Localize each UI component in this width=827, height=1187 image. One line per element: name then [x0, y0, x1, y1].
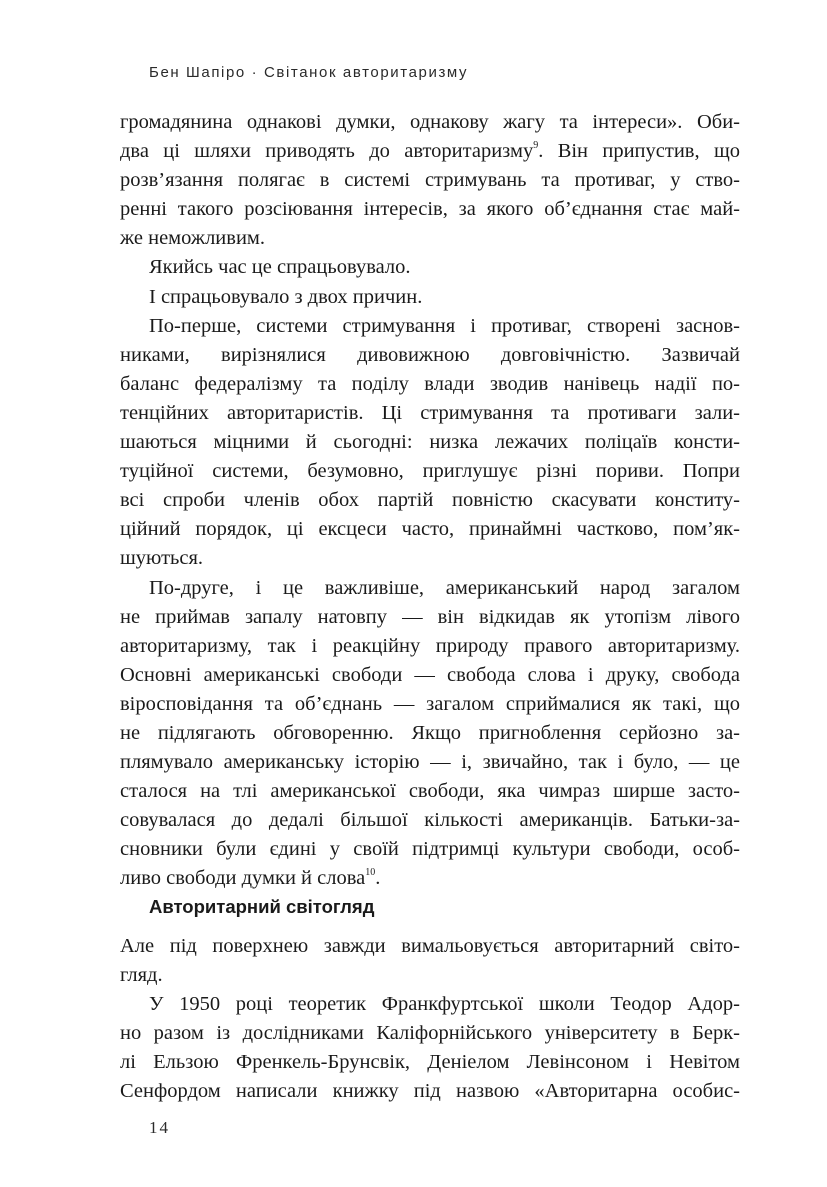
text-line: розв’язання полягає в системі стримувань та противаг, у ство-: [120, 169, 740, 192]
text-line: шаються міцними й сьогодні: низка лежачих поліцаїв консти-: [120, 431, 740, 454]
text-fragment: ливо свободи думки й слова: [120, 867, 366, 890]
body-text: [120, 108, 740, 894]
text-fragment: .: [375, 867, 381, 890]
section-heading: Авторитарний світогляд: [149, 896, 375, 917]
text-line: не приймав запалу натовпу — він відкидав як утопізм лівого: [120, 605, 740, 628]
text-line: шуються.: [120, 547, 204, 570]
text-line: ренні такого розсіювання інтересів, за якого об’єднання стає май-: [120, 198, 740, 221]
text-line: [120, 137, 740, 166]
text-line: Основні американські свободи — свобода слова і друку, свобода: [120, 663, 740, 686]
text-line: не підлягають обговоренню. Якщо пригноблення серйозно за-: [120, 721, 740, 744]
text-line: же неможливим.: [120, 227, 266, 250]
text-line: лі Ельзою Френкель-Брунсвік, Деніелом Левінсоном і Невітом: [120, 1051, 740, 1074]
text-line: авторитаризму, так і реакційну природу правого авторитаризму.: [120, 634, 740, 657]
text-line: громадянина однакові думки, однакову жагу та інтереси». Оби-: [120, 111, 740, 133]
text-fragment: два ці шляхи приводять до авторитаризму: [120, 140, 534, 163]
text-line: совувалася до дедалі більшої кількості американців. Батьки-за-: [120, 809, 740, 832]
text-line: плямувало американську історію — і, звичайно, так і було, — це: [120, 751, 740, 774]
footnote-ref-9[interactable]: 9: [533, 140, 539, 152]
text-line: Якийсь час це спрацьовувало.: [149, 256, 411, 279]
text-line: сновники були єдині у своїй підтримці культури свободи, особ-: [120, 838, 740, 861]
text-line: всі спроби членів обох партій повністю скасувати конститу-: [120, 489, 740, 512]
running-head: [149, 64, 468, 81]
text-line: никами, вирізнялися дивовижною довговічністю. Зазвичай: [120, 343, 740, 366]
text-line: гляд.: [120, 964, 163, 987]
text-line: туційної системи, безумовно, приглушує різні пориви. Попри: [120, 460, 740, 483]
running-head-text: Бен Шапіро · Світанок авторитаризму: [149, 64, 469, 81]
text-fragment: . Він припустив, що: [538, 140, 740, 163]
page-number: 14: [149, 1118, 170, 1137]
footnote-ref-10[interactable]: 10: [365, 867, 376, 879]
text-line: Сенфордом написали книжку під назвою «Авторитарна особис-: [120, 1080, 740, 1103]
text-line: По-перше, системи стримування і противаг, створені заснов-: [149, 314, 740, 337]
text-line: І спрацьовувало з двох причин.: [149, 285, 423, 308]
text-line: У 1950 році теоретик Франкфуртської школи Теодор Адор-: [149, 993, 740, 1016]
text-line: баланс федералізму та поділу влади зводив нанівець надії по-: [120, 372, 740, 395]
text-line: [120, 864, 740, 893]
section-text: [120, 932, 740, 1107]
text-line: По-друге, і це важливіше, американський народ загалом: [149, 576, 740, 599]
text-line: сталося на тлі американської свободи, яка чимраз ширше засто-: [120, 780, 740, 803]
text-line: ційний порядок, ці ексцеси часто, принаймні частково, пом’як-: [120, 518, 740, 541]
text-line: тенційних авторитаристів. Ці стримування та противаги зали-: [120, 401, 740, 424]
text-line: віросповідання та об’єднань — загалом сприймалися як такі, що: [120, 692, 740, 715]
text-line: но разом із дослідниками Каліфорнійського університету в Берк-: [120, 1022, 740, 1045]
text-line: Але під поверхнею завжди вимальовується авторитарний світо-: [120, 935, 740, 957]
